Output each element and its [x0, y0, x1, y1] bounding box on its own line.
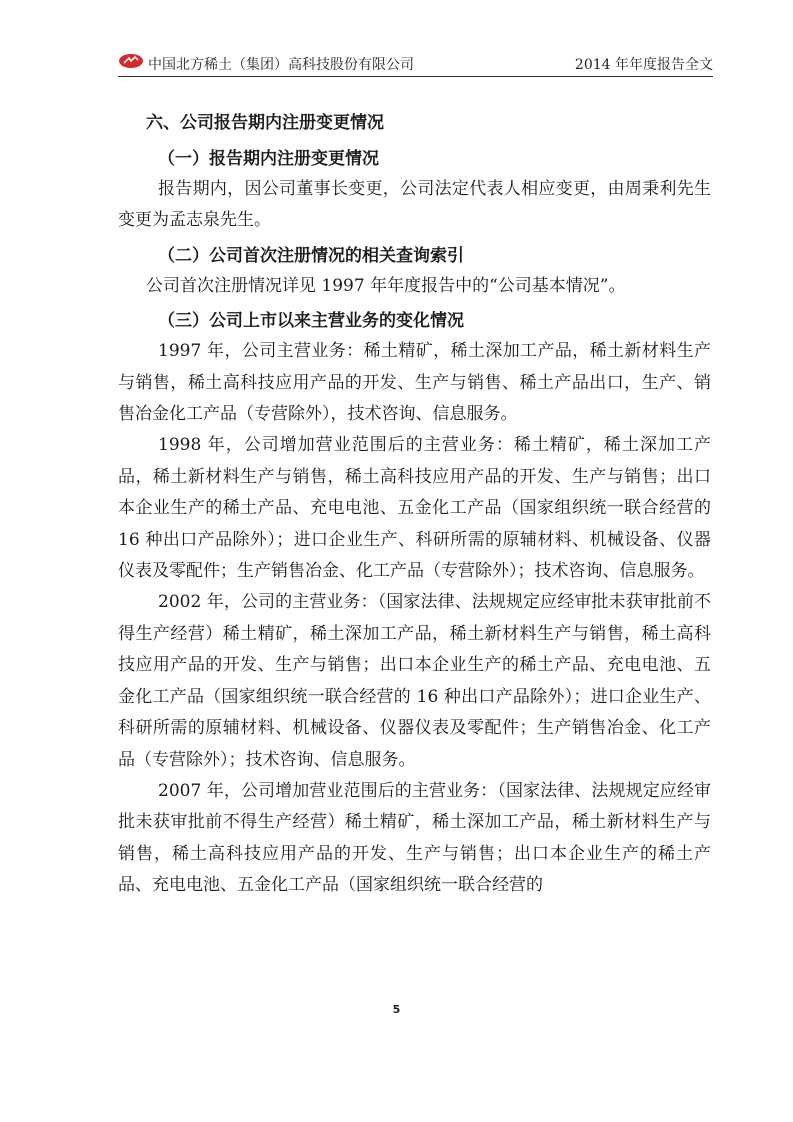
page-header — [118, 50, 713, 77]
company-logo-icon — [118, 52, 144, 70]
header-report-title: 2014 年年度报告全文 — [574, 57, 713, 73]
page-number: 5 — [392, 1003, 401, 1016]
subsection-1-text: 报告期内，因公司董事长变更，公司法定代表人相应变更，由周秉利先生变更为孟志泉先生。 — [118, 179, 711, 231]
subsection-2-title: （二）公司首次注册情况的相关查询索引 — [158, 245, 464, 266]
document-body — [118, 108, 711, 902]
section-title: 六、公司报告期内注册变更情况 — [146, 113, 384, 133]
header-company-name: 中国北方稀土（集团）高科技股份有限公司 — [148, 57, 414, 73]
paragraph-1998: 1998 年，公司增加营业范围后的主营业务：稀土精矿，稀土深加工产品，稀土新材料生产与销售，稀土高科技应用产品的开发、生产与销售；出口本企业生产的稀土产品、充电电池、五金化工产品（国家组织统一联合经营的 16 种出口产品除外）；进口企业生产、科研所需的原辅材料、机械设备、仪器仪表及零配件；生产销售冶金、化工产品（专营除外）；技术咨询、信息服务。 — [118, 435, 711, 582]
subsection-2-text: 公司首次注册情况详见 1997 年年度报告中的“公司基本情况”。 — [146, 275, 626, 296]
paragraph-1997: 1997 年，公司主营业务：稀土精矿，稀土深加工产品，稀土新材料生产与销售，稀土高科技应用产品的开发、生产与销售、稀土产品出口，生产、销售冶金化工产品（专营除外），技术咨询、信息服务。 — [118, 341, 711, 425]
subsection-1-title: （一）报告期内注册变更情况 — [158, 149, 379, 169]
subsection-3-title: （三）公司上市以来主营业务的变化情况 — [158, 311, 464, 332]
paragraph-2002: 2002 年，公司的主营业务：（国家法律、法规规定应经审批未获审批前不得生产经营）稀土精矿，稀土深加工产品，稀土新材料生产与销售，稀土高科技应用产品的开发、生产与销售；出口本企业生产的稀土产品、充电电池、五金化工产品（国家组织统一联合经营的 16 种出口产品除外）；进口企业生产、科研所需的原辅材料、机械设备、仪器仪表及零配件；生产销售冶金、化工产品（专营除外）；技术咨询、信息服务。 — [118, 592, 711, 770]
paragraph-2007: 2007 年，公司增加营业范围后的主营业务：（国家法律、法规规定应经审批未获审批前不得生产经营）稀土精矿，稀土深加工产品，稀土新材料生产与销售，稀土高科技应用产品的开发、生产与销售；出口本企业生产的稀土产品、充电电池、五金化工产品（国家组织统一联合经营的 — [118, 780, 711, 896]
